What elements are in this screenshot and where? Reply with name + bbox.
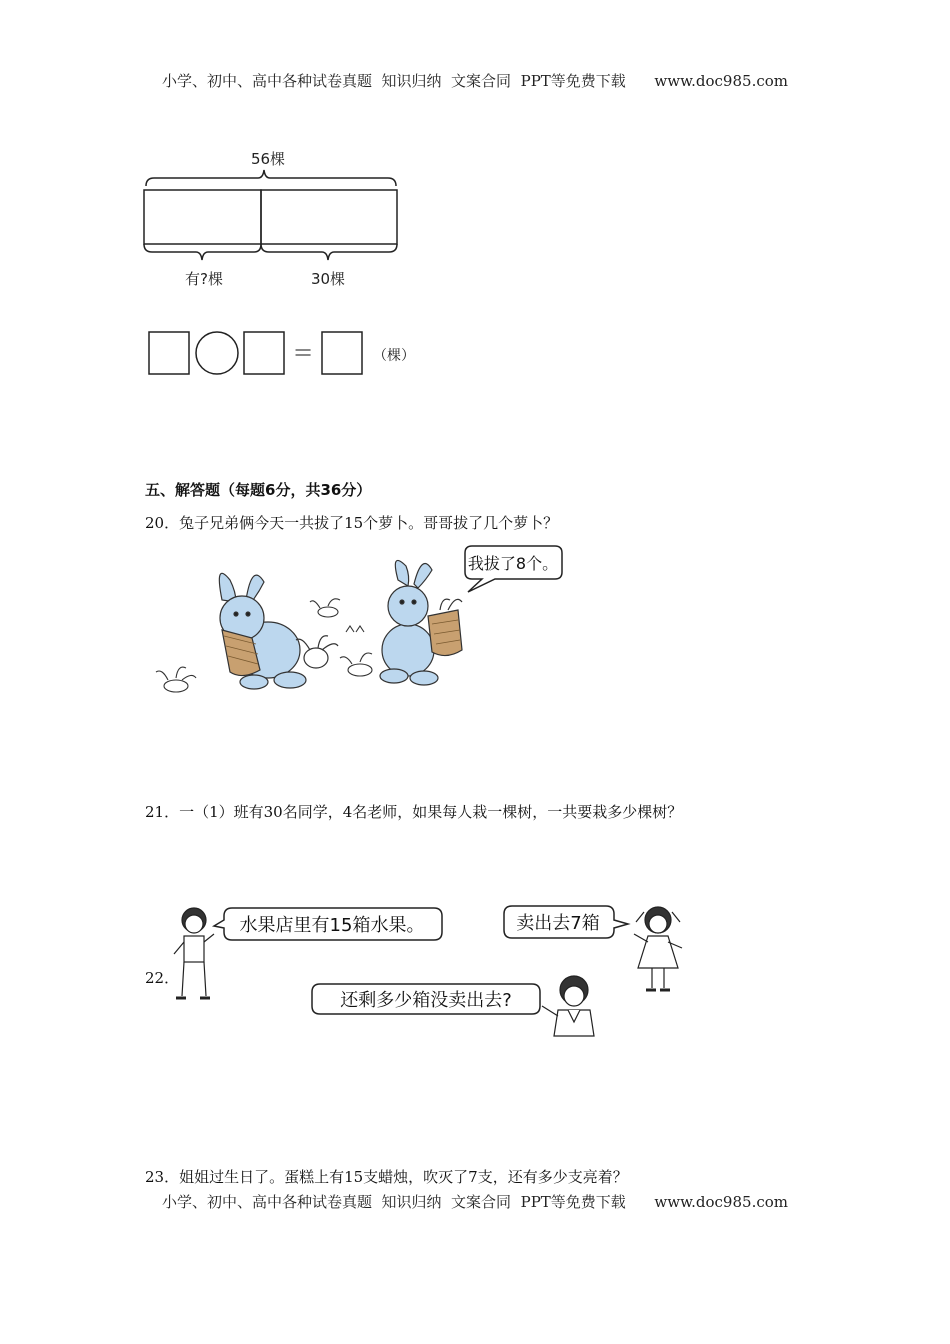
bubble-text: 卖出去7箱 — [516, 913, 600, 934]
bubble-text: 水果店里有15箱水果。 — [239, 915, 425, 936]
top-brace — [146, 170, 396, 186]
total-label: 56棵 — [250, 150, 286, 168]
speech-bubble — [465, 546, 562, 592]
section-heading: 五、解答题（每题6分，共36分） — [145, 481, 372, 499]
question-text: 一（1）班有30名同学，4名老师，如果每人栽一棵树，一共要栽多少棵树？ — [179, 803, 683, 821]
equals-sign: = — [292, 338, 314, 366]
bubble-text: 还剩多少箱没卖出去? — [340, 990, 512, 1011]
answer-box-result[interactable] — [322, 332, 362, 374]
right-part-box — [261, 190, 397, 244]
question-21 — [145, 801, 682, 822]
boy-icon — [174, 908, 214, 998]
question-number: 21． — [145, 803, 180, 821]
left-bottom-brace — [144, 244, 261, 260]
fruit-shop-illustration — [170, 898, 710, 1043]
question-number: 23． — [145, 1168, 180, 1186]
answer-box-2[interactable] — [244, 332, 284, 374]
page-footer: 小学、初中、高中各种试卷真题 知识归纳 文案合同 PPT等免费下载 www.doc985.com — [161, 1193, 788, 1211]
right-bottom-brace — [261, 244, 397, 260]
equation-answer-row — [145, 328, 425, 380]
question-23 — [145, 1166, 628, 1187]
left-part-box — [144, 190, 261, 244]
boy-icon — [542, 976, 594, 1036]
rabbits-illustration — [150, 540, 570, 705]
speech-bubble — [312, 984, 540, 1014]
operator-circle[interactable] — [196, 332, 238, 374]
speech-bubble — [214, 908, 442, 940]
bubble-text: 我拔了8个。 — [467, 554, 559, 573]
speech-bubble — [504, 906, 628, 938]
question-number: 20． — [145, 514, 180, 532]
question-text: 兔子兄弟俩今天一共拔了15个萝卜。哥哥拔了几个萝卜？ — [179, 514, 559, 532]
left-part-label: 有?棵 — [185, 270, 223, 288]
girl-icon — [634, 907, 682, 990]
question-20 — [145, 512, 558, 533]
answer-box-1[interactable] — [149, 332, 189, 374]
unit-label: （棵） — [373, 348, 415, 364]
question-text: 姐姐过生日了。蛋糕上有15支蜡烛，吹灭了7支，还有多少支亮着？ — [179, 1168, 628, 1186]
bar-model-diagram — [130, 140, 430, 300]
page-header: 小学、初中、高中各种试卷真题 知识归纳 文案合同 PPT等免费下载 www.doc985.com — [161, 72, 788, 90]
question-number: 22． — [145, 969, 180, 987]
small-rabbit-icon — [380, 560, 462, 685]
big-rabbit-icon — [219, 573, 306, 689]
right-part-label: 30棵 — [310, 270, 346, 288]
radish-icon — [296, 636, 338, 668]
